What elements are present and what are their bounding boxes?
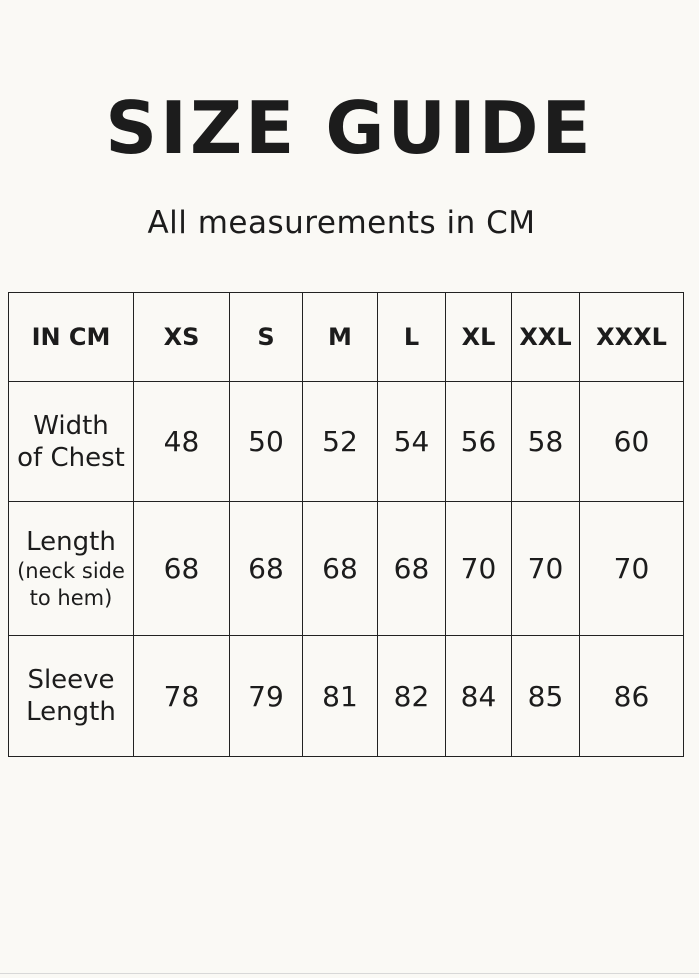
table-cell: 81 <box>303 636 378 757</box>
table-cell: 70 <box>580 502 684 636</box>
row-label-line: (neck side <box>17 558 125 583</box>
table-cell: 52 <box>303 382 378 502</box>
size-header-l: L <box>378 293 446 382</box>
table-cell: 50 <box>230 382 303 502</box>
page-subtitle: All measurements in CM <box>147 205 536 241</box>
size-chart-table <box>8 292 684 757</box>
table-cell: 70 <box>512 502 580 636</box>
table-cell: 79 <box>230 636 303 757</box>
size-header-xxxl: XXXL <box>580 293 684 382</box>
size-header-s: S <box>230 293 303 382</box>
table-cell: 68 <box>378 502 446 636</box>
row-label-line: of Chest <box>17 442 125 473</box>
row-label-width-of-chest <box>9 382 134 502</box>
table-row-width-of-chest <box>9 382 684 502</box>
table-cell: 56 <box>446 382 512 502</box>
table-cell: 86 <box>580 636 684 757</box>
size-header-m: M <box>303 293 378 382</box>
row-label-length <box>9 502 134 636</box>
page-title: SIZE GUIDE <box>105 86 594 170</box>
size-header-xl: XL <box>446 293 512 382</box>
table-cell: 85 <box>512 636 580 757</box>
page-bottom-divider <box>0 973 699 974</box>
row-label-line: Width <box>33 410 109 441</box>
row-label-line: to hem) <box>29 585 113 610</box>
table-cell: 68 <box>303 502 378 636</box>
table-cell: 54 <box>378 382 446 502</box>
corner-header: IN CM <box>9 293 134 382</box>
table-cell: 48 <box>134 382 230 502</box>
table-row-length <box>9 502 684 636</box>
table-cell: 82 <box>378 636 446 757</box>
table-cell: 60 <box>580 382 684 502</box>
table-cell: 68 <box>134 502 230 636</box>
table-cell: 70 <box>446 502 512 636</box>
row-label-sleeve-length <box>9 636 134 757</box>
table-cell: 68 <box>230 502 303 636</box>
row-label-line: Length <box>26 697 116 727</box>
table-cell: 58 <box>512 382 580 502</box>
row-label-line: Length <box>26 526 116 557</box>
table-row-sleeve-length <box>9 636 684 757</box>
size-header-xxl: XXL <box>512 293 580 382</box>
row-label-line: Sleeve <box>27 665 115 695</box>
size-header-xs: XS <box>134 293 230 382</box>
table-header-row <box>9 293 684 382</box>
table-cell: 78 <box>134 636 230 757</box>
table-cell: 84 <box>446 636 512 757</box>
